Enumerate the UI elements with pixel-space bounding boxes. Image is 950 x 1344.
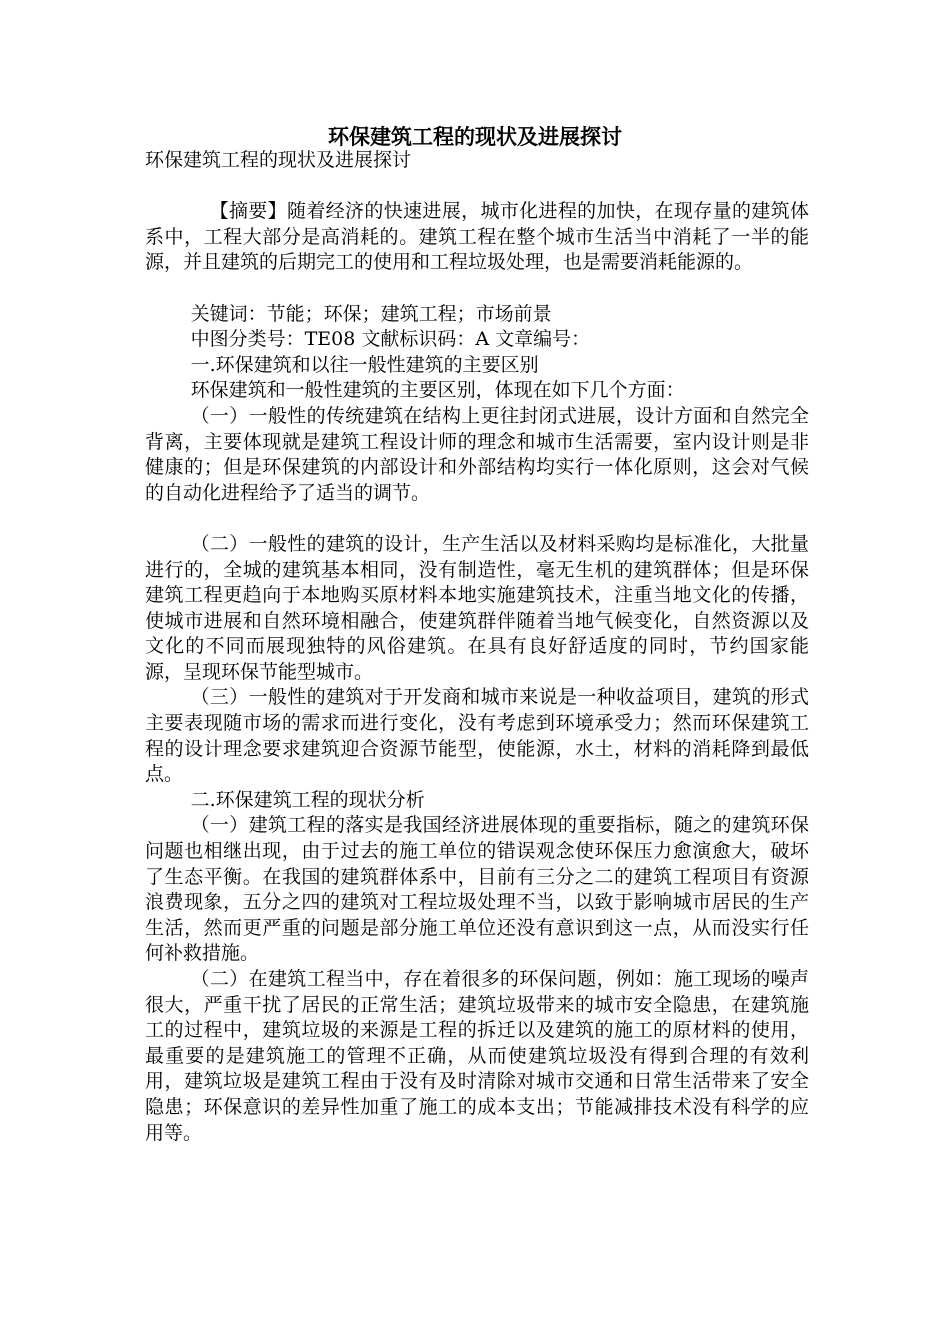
spacer — [145, 276, 809, 302]
section2-paragraph-2: （二）在建筑工程当中，存在着很多的环保问题，例如：施工现场的噪声很大，严重干扰了居民的正常生活；建筑垃圾带来的城市安全隐患，在建筑施工的过程中，建筑垃圾的来源是工程的拆迁以及建筑的施工的原材料的使用，最重要的是建筑施工的管理不正确，从而使建筑垃圾没有得到合理的有效利用，建筑垃圾是建筑工程由于没有及时清除对城市交通和日常生活带来了安全隐患；环保意识的差异性加重了施工的成本支出；节能减排技术没有科学的应用等。 — [145, 968, 809, 1144]
classification-line: 中图分类号：TE08 文献标识码：A 文章编号： — [190, 328, 591, 351]
document-body — [145, 148, 809, 1146]
document-title: 环保建筑工程的现状及进展探讨 — [328, 125, 622, 149]
section1-intro: 环保建筑和一般性建筑的主要区别，体现在如下几个方面： — [190, 379, 685, 402]
section2-paragraph-1: （一）建筑工程的落实是我国经济进展体现的重要指标，随之的建筑环保问题也相继出现，由于过去的施工单位的错误观念使环保压力愈演愈大，破坏了生态平衡。在我国的建筑群体系中，目前有三分之二的建筑工程项目有资源浪费现象，五分之四的建筑对工程垃圾处理不当，以致于影响城市居民的生产生活，然而更严重的问题是部分施工单位还没有意识到这一点，从而没实行任何补救措施。 — [145, 814, 809, 965]
section1-paragraph-2: （二）一般性的建筑的设计，生产生活以及材料采购均是标准化，大批量进行的，全城的建筑基本相同，没有制造性，毫无生机的建筑群体；但是环保建筑工程更趋向于本地购买原材料本地实施建筑技术，注重当地文化的传播，使城市进展和自然环境相融合，使建筑群伴随着当地气候变化，自然资源以及文化的不同而展现独特的风俗建筑。在具有良好舒适度的同时，节约国家能源，呈现环保节能型城市。 — [145, 532, 809, 683]
section1-paragraph-3: （三）一般性的建筑对于开发商和城市来说是一种收益项目，建筑的形式主要表现随市场的需求而进行变化，没有考虑到环境承受力；然而环保建筑工程的设计理念要求建筑迎合资源节能型，使能源，水土，材料的消耗降到最低点。 — [145, 686, 809, 786]
section1-paragraph-1: （一）一般性的传统建筑在结构上更往封闭式进展，设计方面和自然完全背离，主要体现就是建筑工程设计师的理念和城市生活需要，室内设计则是非健康的；但是环保建筑的内部设计和外部结构均实行一体化原则，这会对气候的自动化进程给予了适当的调节。 — [145, 404, 809, 504]
abstract-paragraph: 【摘要】随着经济的快速进展，城市化进程的加快，在现存量的建筑体系中，工程大部分是高消耗的。建筑工程在整个城市生活当中消耗了一半的能源，并且建筑的后期完工的使用和工程垃圾处理，也是需要消耗能源的。 — [145, 200, 809, 274]
spacer — [145, 506, 809, 532]
document-subtitle: 环保建筑工程的现状及进展探讨 — [145, 149, 412, 171]
keywords-line: 关键词：节能；环保；建筑工程；市场前景 — [190, 302, 552, 325]
section-heading-2: 二.环保建筑工程的现状分析 — [190, 788, 425, 811]
spacer — [145, 174, 809, 200]
section-heading-1: 一.环保建筑和以往一般性建筑的主要区别 — [190, 353, 539, 376]
